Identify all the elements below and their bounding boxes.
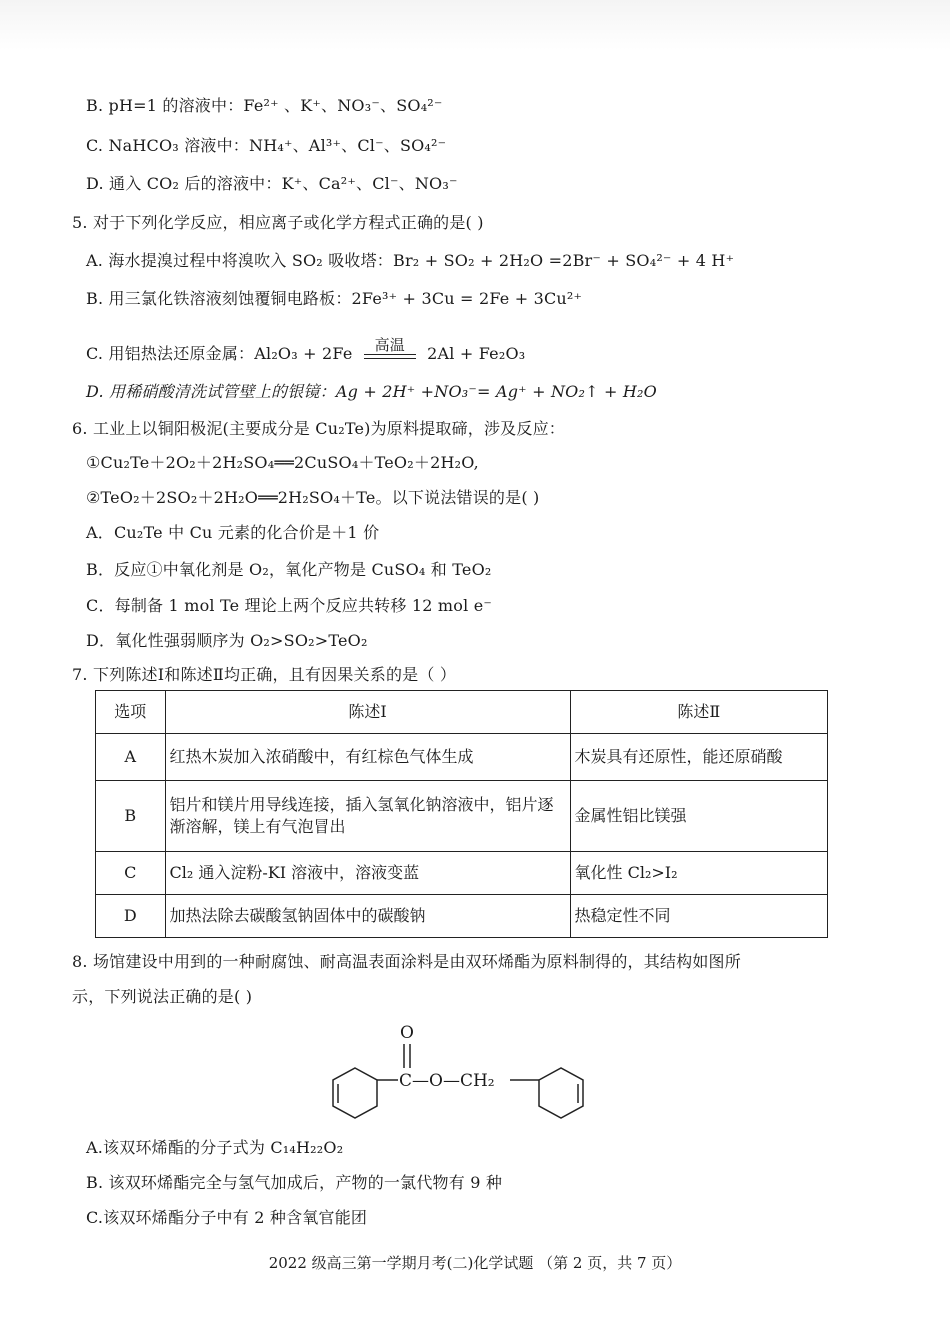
right-ring <box>539 1068 583 1118</box>
reaction-condition <box>364 336 416 359</box>
q8-option-a: A.该双环烯酯的分子式为 C₁₄H₂₂O₂ <box>86 1138 344 1157</box>
table-row <box>96 781 828 852</box>
row-statement-1: 铝片和镁片用导线连接，插入氢氧化钠溶液中，铝片逐渐溶解，镁上有气泡冒出 <box>165 781 570 852</box>
table-header-row <box>96 691 828 734</box>
row-statement-1: 加热法除去碳酸氢钠固体中的碳酸钠 <box>165 895 570 938</box>
q6-option-c: C．每制备 1 mol Te 理论上两个反应共转移 12 mol e⁻ <box>86 596 493 615</box>
row-statement-1: 红热木炭加入浓硝酸中，有红棕色气体生成 <box>165 734 570 781</box>
q5-option-c <box>86 336 526 365</box>
q6-option-a: A．Cu₂Te 中 Cu 元素的化合价是＋1 价 <box>86 523 380 542</box>
q8-stem-line-2: 示，下列说法正确的是( ) <box>72 987 253 1006</box>
q5-option-c-right: 2Al + Fe₂O₃ <box>427 344 526 363</box>
q5-option-a: A. 海水提溴过程中将溴吹入 SO₂ 吸收塔：Br₂ + SO₂ + 2H₂O =2Br⁻ + SO₄²⁻ + 4 H⁺ <box>86 251 735 270</box>
left-ring <box>333 1068 377 1118</box>
header-statement-1: 陈述Ⅰ <box>165 691 570 734</box>
q4-option-d: D. 通入 CO₂ 后的溶液中：K⁺、Ca²⁺、Cl⁻、NO₃⁻ <box>86 174 458 193</box>
table-row <box>96 734 828 781</box>
q6-reaction-1: ①Cu₂Te＋2O₂＋2H₂SO₄══2CuSO₄＋TeO₂＋2H₂O, <box>86 453 479 472</box>
q6-option-d: D．氧化性强弱顺序为 O₂>SO₂>TeO₂ <box>86 631 368 650</box>
carbonyl-oxygen: O <box>400 1023 414 1043</box>
q6-option-b: B．反应①中氧化剂是 O₂，氧化产物是 CuSO₄ 和 TeO₂ <box>86 560 492 579</box>
header-option: 选项 <box>96 691 166 734</box>
row-option: C <box>96 852 166 895</box>
q7-stem: 7. 下列陈述Ⅰ和陈述Ⅱ均正确，且有因果关系的是（ ） <box>72 665 457 684</box>
bicyclic-ester-structure <box>325 1018 595 1133</box>
q6-reaction-2: ②TeO₂＋2SO₂＋2H₂O══2H₂SO₄＋Te。以下说法错误的是( ) <box>86 488 540 507</box>
row-statement-1: Cl₂ 通入淀粉-KI 溶液中，溶液变蓝 <box>165 852 570 895</box>
q4-option-b: B. pH=1 的溶液中：Fe²⁺ 、K⁺、NO₃⁻、SO₄²⁻ <box>86 96 443 115</box>
q5-option-d: D. 用稀硝酸清洗试管壁上的银镜：Ag + 2H⁺ +NO₃⁻= Ag⁺ + NO₂↑ + H₂O <box>86 382 657 401</box>
table-row <box>96 852 828 895</box>
row-option: A <box>96 734 166 781</box>
q6-stem: 6. 工业上以铜阳极泥(主要成分是 Cu₂Te)为原料提取碲，涉及反应： <box>72 419 565 438</box>
page-footer: 2022 级高三第一学期月考(二)化学试题 （第 2 页，共 7 页） <box>268 1254 682 1272</box>
ester-chain: C—O—CH₂ <box>399 1071 495 1091</box>
q5-option-b: B. 用三氯化铁溶液刻蚀覆铜电路板：2Fe³⁺ + 3Cu = 2Fe + 3Cu²⁺ <box>86 289 583 308</box>
q8-option-c: C.该双环烯酯分子中有 2 种含氧官能团 <box>86 1208 368 1227</box>
q4-option-c: C. NaHCO₃ 溶液中：NH₄⁺、Al³⁺、Cl⁻、SO₄²⁻ <box>86 136 447 155</box>
q5-option-c-left: C. 用铝热法还原金属：Al₂O₃ + 2Fe <box>86 344 353 363</box>
scan-shade <box>0 0 950 50</box>
row-statement-2: 金属性铝比镁强 <box>570 781 827 852</box>
row-option: B <box>96 781 166 852</box>
header-statement-2: 陈述Ⅱ <box>570 691 827 734</box>
row-statement-2: 木炭具有还原性，能还原硝酸 <box>570 734 827 781</box>
row-statement-2: 氧化性 Cl₂>I₂ <box>570 852 827 895</box>
table-row <box>96 895 828 938</box>
condition-label: 高温 <box>374 336 406 354</box>
q8-stem-line-1: 8. 场馆建设中用到的一种耐腐蚀、耐高温表面涂料是由双环烯酯为原料制得的，其结构如图所 <box>72 952 741 971</box>
q8-option-b: B. 该双环烯酯完全与氢气加成后，产物的一氯代物有 9 种 <box>86 1173 503 1192</box>
q7-table <box>95 690 828 938</box>
row-statement-2: 热稳定性不同 <box>570 895 827 938</box>
q5-stem: 5. 对于下列化学反应，相应离子或化学方程式正确的是( ) <box>72 213 484 232</box>
row-option: D <box>96 895 166 938</box>
